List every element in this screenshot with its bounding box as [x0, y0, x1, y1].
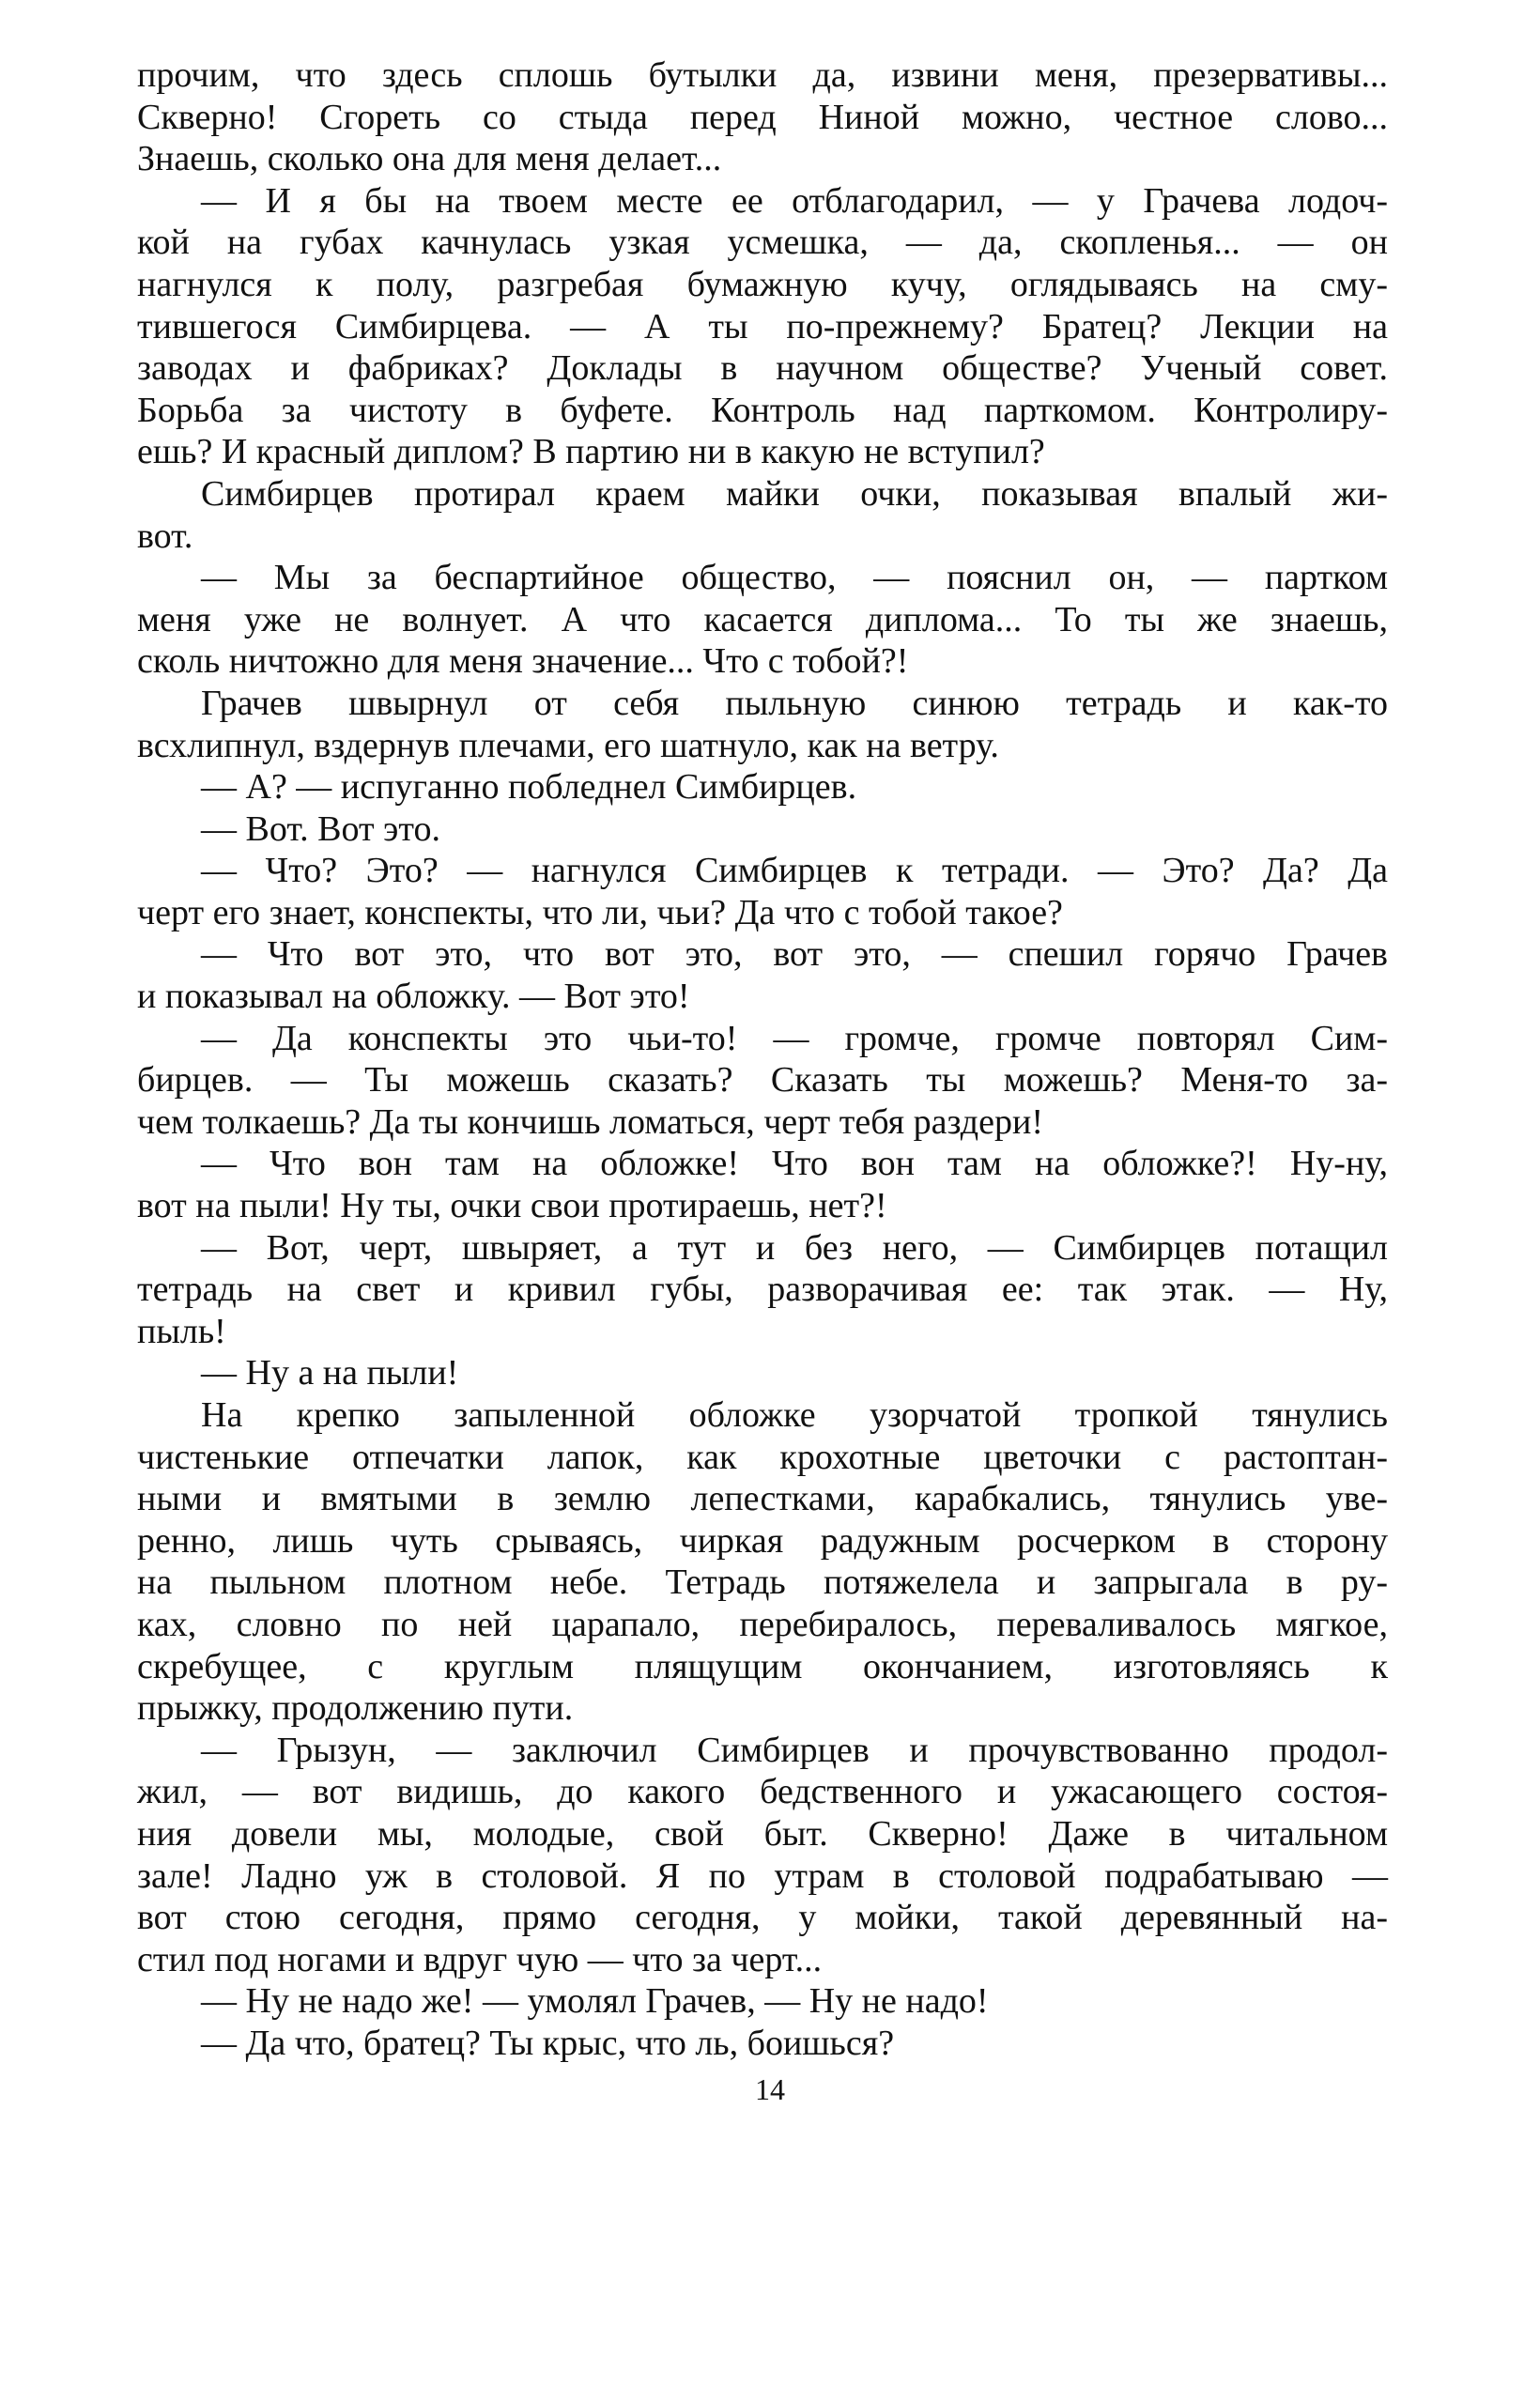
paragraph: [137, 683, 1388, 766]
text-line: — Вот. Вот это.: [201, 808, 440, 849]
paragraph: [137, 1227, 1388, 1353]
paragraph: [137, 2023, 1388, 2065]
paragraph: [137, 1394, 1388, 1730]
text-line: нагнулся к полу, разгребая бумажную кучу, оглядываясь на сму-: [137, 264, 1388, 304]
paragraph: [137, 933, 1388, 1017]
text-line: Симбирцев протирал краем майки очки, показывая впалый жи-: [201, 473, 1388, 514]
text-line: кой на губах качнулась узкая усмешка, — да, скопленья... — он: [137, 223, 1388, 263]
paragraph: [137, 850, 1388, 933]
paragraph: [137, 1143, 1388, 1226]
text-line: чистенькие отпечатки лапок, как крохотные цветочки с растоптан-: [137, 1437, 1388, 1477]
text-line: — Да что, братец? Ты крыс, что ль, боишься?: [201, 2023, 895, 2063]
text-line: ренно, лишь чуть срываясь, чиркая радужным росчерком в сторону: [137, 1520, 1388, 1561]
text-line: — И я бы на твоем месте ее отблагодарил, — у Грачева лодоч-: [201, 180, 1388, 221]
text-line: прочим, что здесь сплошь бутылки да, извини меня, презервативы...: [137, 55, 1388, 95]
text-line: — Грызун, — заключил Симбирцев и прочувствованно продол-: [201, 1730, 1388, 1770]
text-line: — Да конспекты это чьи-то! — громче, громче повторял Сим-: [201, 1018, 1388, 1058]
text-line: жил, — вот видишь, до какого бедственного и ужасающего состоя-: [137, 1772, 1388, 1812]
text-line: меня уже не волнует. А что касается диплома... То ты же знаешь,: [137, 599, 1388, 639]
text-line: всхлипнул, вздернув плечами, его шатнуло, как на ветру.: [137, 725, 999, 765]
paragraph: [137, 180, 1388, 473]
text-line: прыжку, продолжению пути.: [137, 1688, 574, 1729]
text-line: ния довели мы, молодые, свой быт. Скверно! Даже в читальном: [137, 1813, 1388, 1854]
text-line: — Мы за беспартийное общество, — пояснил он, — партком: [201, 558, 1388, 598]
text-line: — Вот, черт, швыряет, а тут и без него, — Симбирцев потащил: [201, 1227, 1388, 1268]
text-line: тившегося Симбирцева. — А ты по-прежнему? Братец? Лекции на: [137, 306, 1388, 346]
text-line: ешь? И красный диплом? В партию ни в какую не вступил?: [137, 432, 1045, 472]
text-line: Грачев швырнул от себя пыльную синюю тетрадь и как-то: [201, 683, 1388, 723]
text-line: Скверно! Сгореть со стыда перед Ниной можно, честное слово...: [137, 97, 1388, 137]
text-line: ными и вмятыми в землю лепестками, карабкались, тянулись уве-: [137, 1479, 1388, 1519]
page-number: 14: [755, 2072, 785, 2106]
text-line: чем толкаешь? Да ты кончишь ломаться, черт тебя раздери!: [137, 1101, 1043, 1142]
text-line: Знаешь, сколько она для меня делает...: [137, 139, 722, 179]
text-line: на пыльном плотном небе. Тетрадь потяжелела и запрыгала в ру-: [137, 1562, 1388, 1603]
text-line: скребущее, с круглым плящущим окончанием, изготовляясь к: [137, 1646, 1388, 1686]
text-line: На крепко запыленной обложке узорчатой тропкой тянулись: [201, 1395, 1388, 1435]
text-line: — Что вот это, что вот это, вот это, — спешил горячо Грачев: [201, 934, 1388, 975]
paragraph: [137, 1730, 1388, 1981]
text-line: стил под ногами и вдруг чую — что за черт...: [137, 1939, 823, 1979]
text-line: — Ну а на пыли!: [201, 1353, 459, 1393]
paragraph: [137, 473, 1388, 557]
text-line: черт его знает, конспекты, что ли, чьи? Да что с тобой такое?: [137, 892, 1063, 932]
text-line: — Ну не надо же! — умолял Грачев, — Ну не надо!: [201, 1981, 989, 2022]
text-line: и показывал на обложку. — Вот это!: [137, 977, 690, 1017]
text-line: сколь ничтожно для меня значение... Что с тобой?!: [137, 641, 909, 682]
paragraph: [137, 808, 1388, 851]
text-line: — А? — испуганно побледнел Симбирцев.: [201, 767, 857, 808]
paragraph: [137, 1980, 1388, 2023]
text-line: ках, словно по ней царапало, перебиралось, переваливалось мягкое,: [137, 1604, 1388, 1644]
text-line: зале! Ладно уж в столовой. Я по утрам в столовой подрабатываю —: [137, 1855, 1388, 1896]
paragraph: [137, 1352, 1388, 1394]
text-line: тетрадь на свет и кривил губы, разворачивая ее: так этак. — Ну,: [137, 1270, 1388, 1310]
paragraph: [137, 557, 1388, 683]
text-line: — Что? Это? — нагнулся Симбирцев к тетради. — Это? Да? Да: [201, 851, 1388, 891]
paragraph: [137, 1018, 1388, 1144]
text-line: вот.: [137, 516, 193, 556]
text-line: Борьба за чистоту в буфете. Контроль над парткомом. Контролиру-: [137, 390, 1388, 430]
text-line: вот на пыли! Ну ты, очки свои протираешь, нет?!: [137, 1186, 887, 1226]
text-line: бирцев. — Ты можешь сказать? Сказать ты можешь? Меня-то за-: [137, 1060, 1388, 1101]
text-line: — Что вон там на обложке! Что вон там на обложке?! Ну-ну,: [201, 1144, 1388, 1184]
text-line: заводах и фабриках? Доклады в научном обществе? Ученый совет.: [137, 348, 1388, 389]
book-page-text: [137, 54, 1388, 2065]
text-line: вот стою сегодня, прямо сегодня, у мойки, такой деревянный на-: [137, 1898, 1388, 1938]
paragraph: [137, 54, 1388, 180]
paragraph: [137, 766, 1388, 808]
text-line: пыль!: [137, 1311, 226, 1351]
